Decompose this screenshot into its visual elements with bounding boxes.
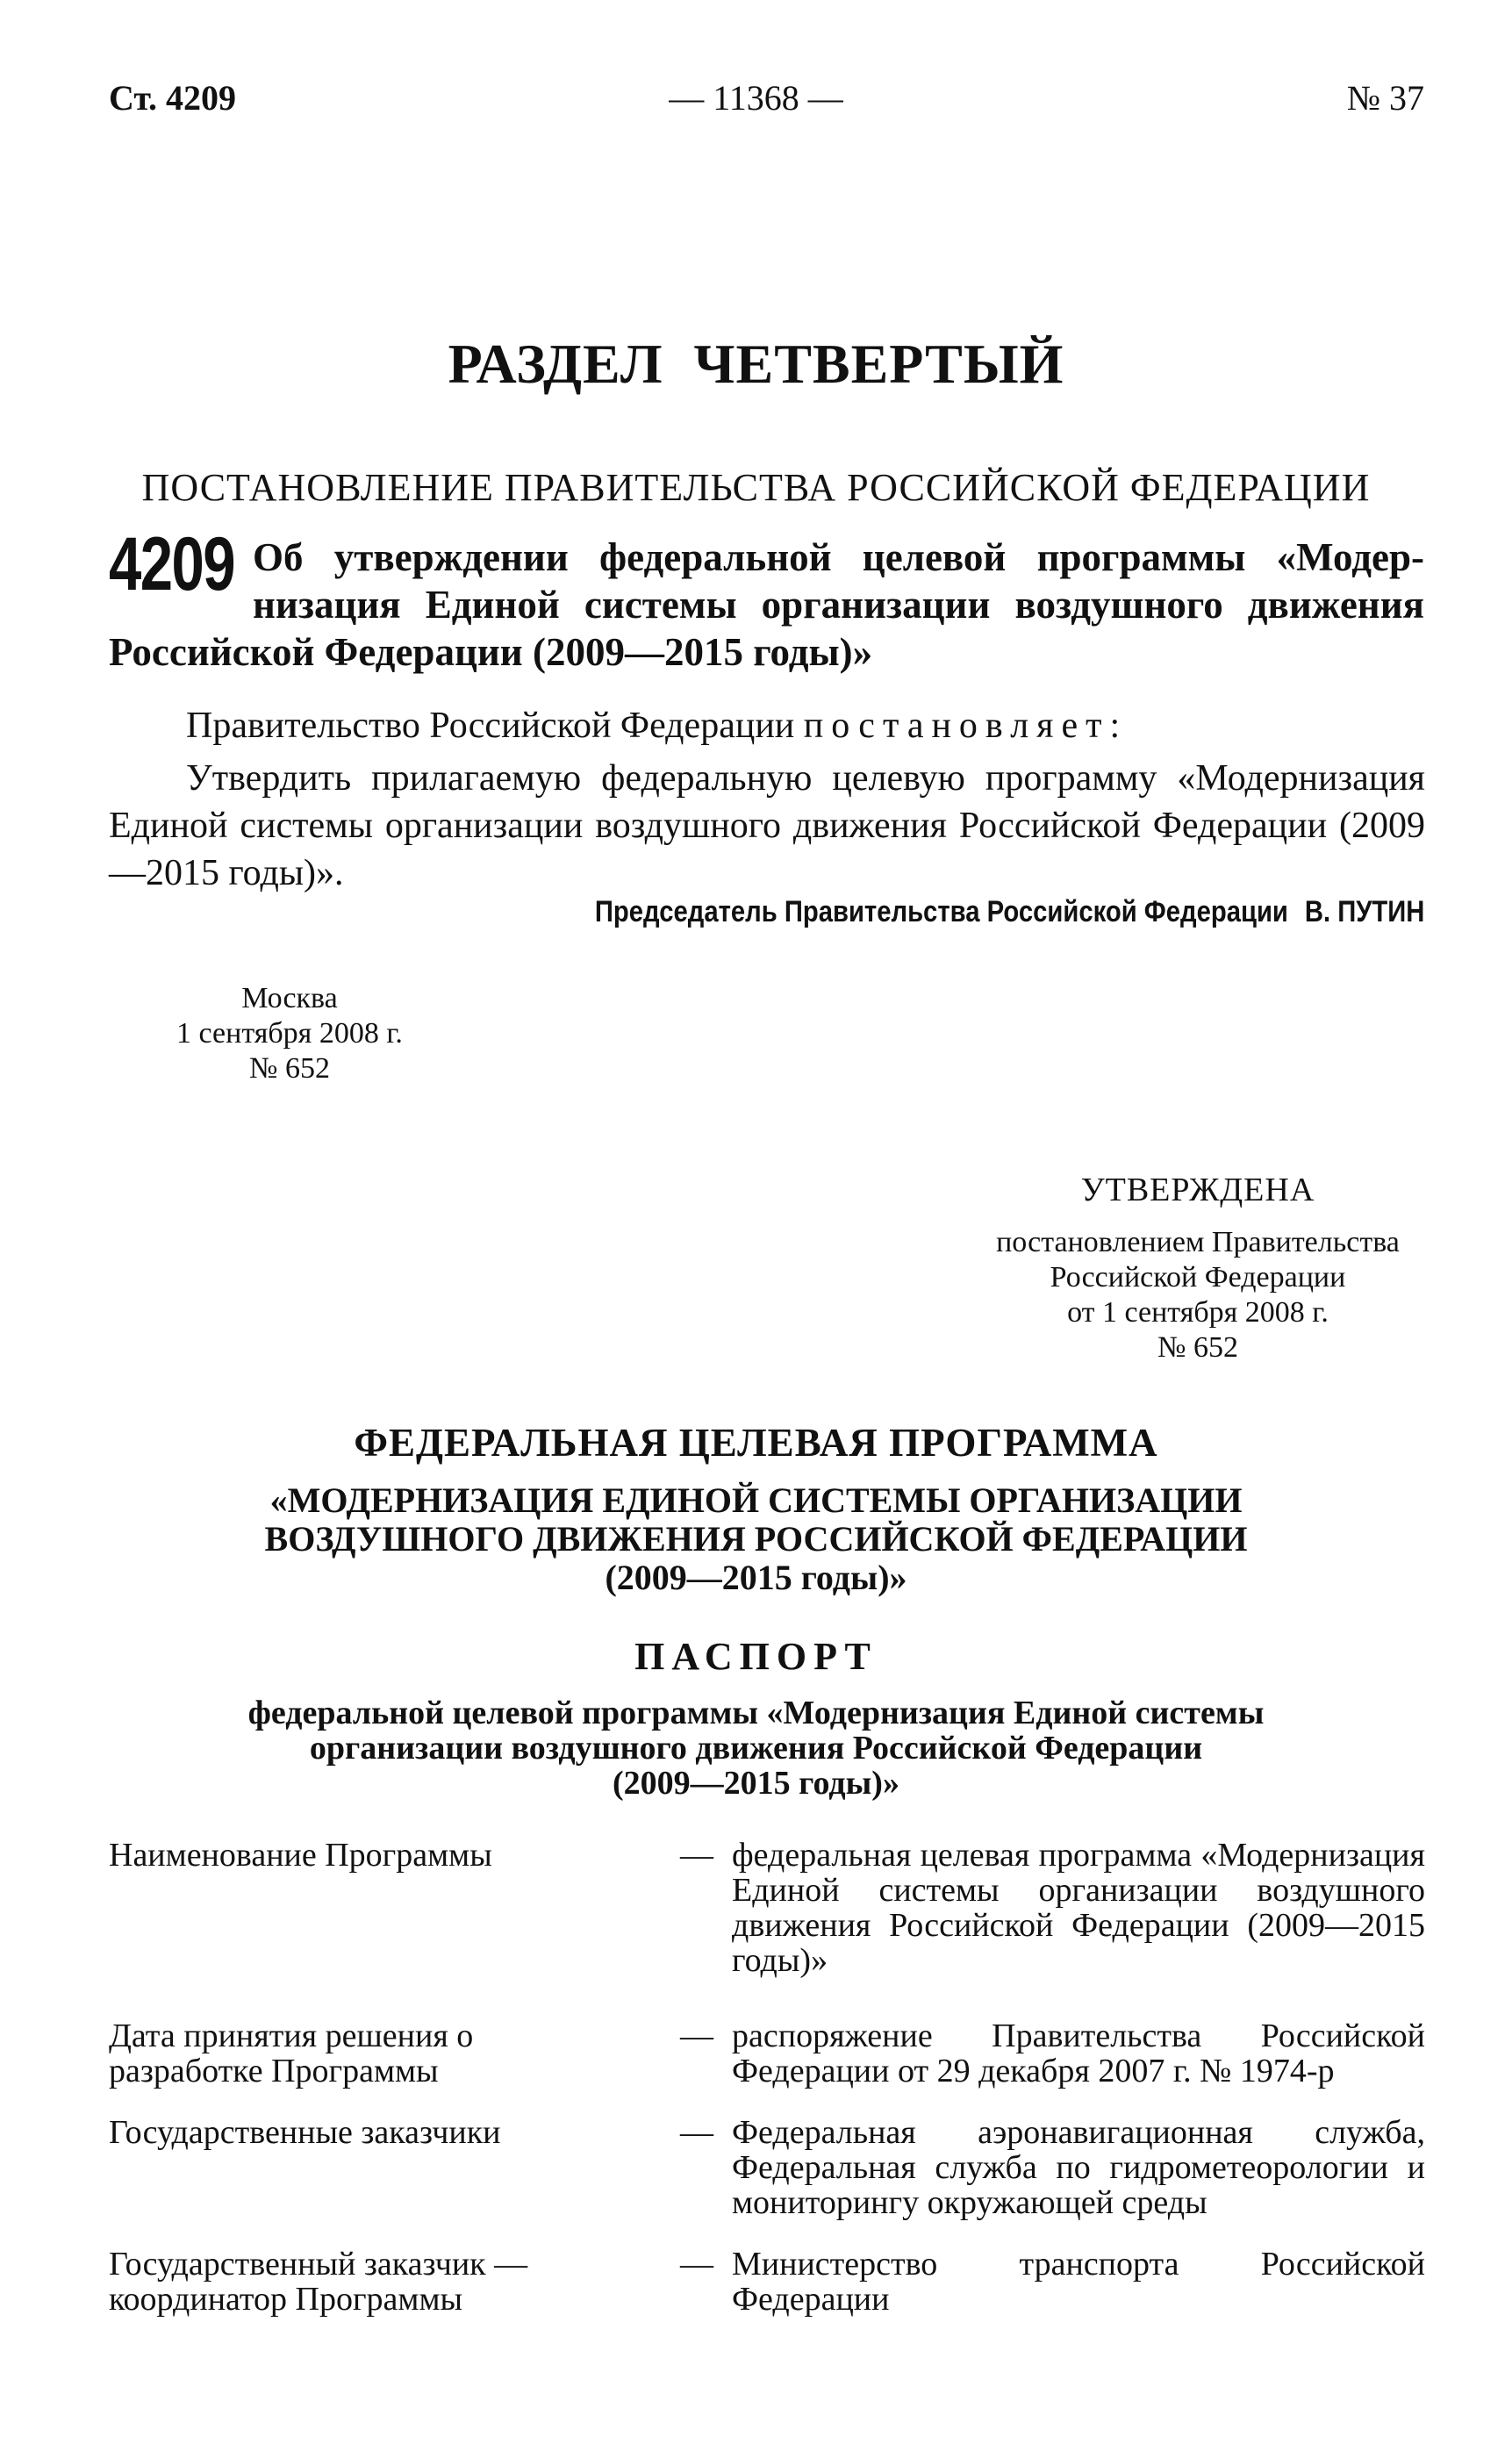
passport-row-value: федеральная целевая программа «Модернизация Единой системы организации воздушного движения Российской Федерации (2009—2015 годы)»: [732, 1837, 1425, 1979]
decree-type: ПОСТАНОВЛЕНИЕ ПРАВИТЕЛЬСТВА РОССИЙСКОЙ ФЕДЕРАЦИИ: [141, 466, 1371, 509]
decree-title-line-3: Российской Федерации (2009—2015 годы)»: [109, 630, 873, 674]
program-name-line-3: (2009—2015 годы)»: [605, 1558, 907, 1597]
passport-row-dash: —: [680, 1837, 713, 1874]
preamble-resolves: постановляет: [803, 706, 1110, 746]
section-title: РАЗДЕЛ ЧЕТВЕРТЫЙ: [448, 333, 1064, 395]
signature: [595, 895, 1424, 929]
passport-row-value: Министерство транспорта Российской Федерации: [732, 2246, 1425, 2318]
page-number: — 11368 —: [669, 78, 843, 118]
passport-subtitle-line-2: организации воздушного движения Российской Федерации: [309, 1730, 1203, 1767]
approved-label: УТВЕРЖДЕНА: [1080, 1172, 1315, 1208]
decree-place: Москва: [241, 982, 338, 1014]
program-name: [0, 1481, 1512, 1597]
program-title: ФЕДЕРАЛЬНАЯ ЦЕЛЕВАЯ ПРОГРАММА: [354, 1421, 1158, 1465]
decree-date: 1 сентября 2008 г.: [176, 1017, 403, 1050]
approval-line-4: № 652: [1157, 1331, 1238, 1364]
passport-row-label: Государственные заказчики: [109, 2114, 501, 2151]
decree-title-line-1: Об утверждении федеральной целевой программы «Модер-: [253, 535, 1424, 579]
preamble-colon: :: [1109, 706, 1121, 746]
program-name-line-1: «МОДЕРНИЗАЦИЯ ЕДИНОЙ СИСТЕМЫ ОРГАНИЗАЦИИ: [269, 1480, 1243, 1520]
approval-block: [974, 1172, 1422, 1365]
passport-row-dash: —: [680, 2114, 713, 2151]
signature-position: Председатель Правительства Российской Федерации: [594, 895, 1288, 928]
approval-line-1: постановлением Правительства: [996, 1226, 1400, 1258]
signature-name: В. ПУТИН: [1304, 895, 1424, 928]
decree-title-line-2: низация Единой системы организации воздушного движения: [253, 583, 1424, 627]
program-name-line-2: ВОЗДУШНОГО ДВИЖЕНИЯ РОССИЙСКОЙ ФЕДЕРАЦИИ: [264, 1519, 1248, 1559]
article-reference: Ст. 4209: [109, 78, 236, 118]
decree-preamble: [186, 702, 1120, 749]
passport-title: ПАСПОРТ: [634, 1635, 878, 1678]
passport-subtitle: [0, 1695, 1512, 1801]
passport-row-dash: —: [680, 2246, 713, 2283]
passport-subtitle-line-3: (2009—2015 годы)»: [613, 1765, 899, 1802]
decree-body: Утвердить прилагаемую федеральную целевую программу «Модернизация Единой системы организации воздушного движения Российской Федерации (2009—2015 годы)».: [109, 758, 1425, 893]
passport-row-label: Дата принятия решения о разработке Программы: [109, 2018, 474, 2089]
decree-reg-number: № 652: [249, 1052, 330, 1085]
passport-row-label: Наименование Программы: [109, 1837, 492, 1874]
passport-row-value: распоряжение Правительства Российской Федерации от 29 декабря 2007 г. № 1974-р: [732, 2018, 1425, 2089]
passport-row-label: Государственный заказчик — координатор Программы: [109, 2246, 528, 2318]
passport-subtitle-line-1: федеральной целевой программы «Модернизация Единой системы: [247, 1695, 1265, 1731]
approval-line-2: Российской Федерации: [1050, 1261, 1346, 1294]
passport-row-dash: —: [680, 2018, 713, 2054]
decree-number: 4209: [109, 522, 234, 606]
place-date-block: [140, 981, 439, 1086]
passport-row-value: Федеральная аэронавигационная служба, Федеральная служба по гидрометеорологии и мониторингу окружающей среды: [732, 2114, 1425, 2221]
preamble-start: Правительство Российской Федерации: [186, 706, 804, 746]
issue-number: № 37: [1346, 78, 1424, 118]
approval-line-3: от 1 сентября 2008 г.: [1067, 1296, 1329, 1329]
